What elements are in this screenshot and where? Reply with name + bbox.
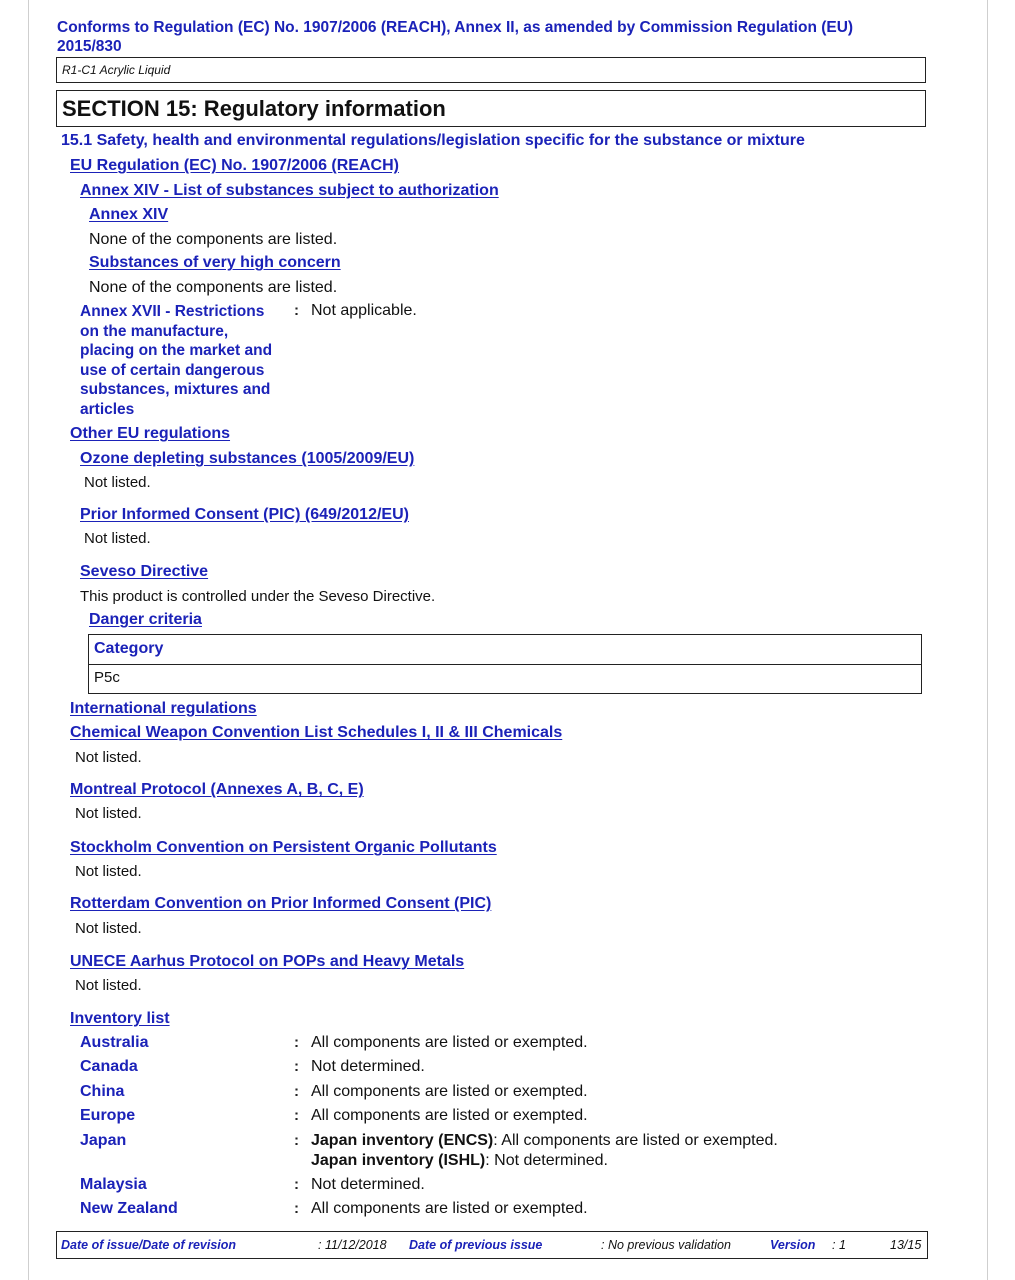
- section-title-box: [56, 90, 926, 127]
- seveso-text: This product is controlled under the Seveso Directive.: [80, 588, 436, 605]
- japan-encs-value: : All components are listed or exempted.: [493, 1132, 778, 1149]
- inventory-colon-canada: :: [294, 1058, 299, 1075]
- montreal-heading: Montreal Protocol (Annexes A, B, C, E): [70, 781, 364, 798]
- montreal-text: Not listed.: [75, 805, 142, 822]
- inventory-value-china: All components are listed or exempted.: [311, 1083, 588, 1100]
- inventory-label-australia: Australia: [80, 1034, 149, 1051]
- regulation-header: Conforms to Regulation (EC) No. 1907/2006 (REACH), Annex II, as amended by Commission Regulation (EU) 2015/830: [57, 19, 854, 55]
- section-title: SECTION 15: Regulatory information: [62, 96, 446, 121]
- danger-criteria-heading: Danger criteria: [89, 611, 202, 628]
- inventory-heading: Inventory list: [70, 1010, 170, 1027]
- other-eu-heading: Other EU regulations: [70, 425, 231, 442]
- pic-heading: Prior Informed Consent (PIC) (649/2012/EU): [80, 506, 409, 523]
- product-name: R1-C1 Acrylic Liquid: [62, 63, 171, 77]
- inventory-value-canada: Not determined.: [311, 1058, 425, 1075]
- annex-xvii-colon: :: [294, 302, 299, 319]
- inventory-colon-japan: :: [294, 1132, 299, 1149]
- ozone-heading: Ozone depleting substances (1005/2009/EU): [80, 450, 415, 467]
- footer-version-label: Version: [770, 1238, 816, 1252]
- inventory-colon-malaysia: :: [294, 1176, 299, 1193]
- rotterdam-text: Not listed.: [75, 920, 142, 937]
- ozone-text: Not listed.: [84, 474, 151, 491]
- annex-xvii-value: Not applicable.: [311, 302, 417, 319]
- subsection-title: 15.1 Safety, health and environmental regulations/legislation specific for the substance or mixture: [61, 132, 805, 149]
- inventory-label-china: China: [80, 1083, 125, 1100]
- annex-xiv-heading: Annex XIV - List of substances subject to authorization: [80, 182, 499, 199]
- aarhus-heading: UNECE Aarhus Protocol on POPs and Heavy Metals: [70, 953, 465, 970]
- footer-issue-value: : 11/12/2018: [318, 1238, 387, 1252]
- page-edge-left: [28, 0, 29, 1280]
- inventory-label-japan: Japan: [80, 1132, 127, 1149]
- japan-ishl-value: : Not determined.: [485, 1152, 608, 1169]
- inventory-value-europe: All components are listed or exempted.: [311, 1107, 588, 1124]
- footer-previous-value: : No previous validation: [601, 1238, 731, 1252]
- aarhus-text: Not listed.: [75, 977, 142, 994]
- footer-version-value: : 1: [832, 1238, 846, 1252]
- eu-reach-heading: EU Regulation (EC) No. 1907/2006 (REACH): [70, 157, 399, 174]
- inventory-colon-australia: :: [294, 1034, 299, 1051]
- inventory-colon-new-zealand: :: [294, 1200, 299, 1217]
- inventory-colon-europe: :: [294, 1107, 299, 1124]
- danger-table-value: P5c: [94, 669, 120, 686]
- footer-issue-label: Date of issue/Date of revision: [61, 1238, 237, 1252]
- page-edge-right: [987, 0, 988, 1280]
- footer-page-number: 13/15: [890, 1238, 922, 1252]
- inventory-value-australia: All components are listed or exempted.: [311, 1034, 588, 1051]
- danger-table-header-row: [89, 635, 921, 665]
- annex-xiv-subheading: Annex XIV: [89, 206, 169, 223]
- svhc-text: None of the components are listed.: [89, 279, 338, 296]
- product-name-box: [56, 57, 926, 83]
- inventory-value-new-zealand: All components are listed or exempted.: [311, 1200, 588, 1217]
- inventory-colon-china: :: [294, 1083, 299, 1100]
- annex-xvii-label: Annex XVII - Restrictions on the manufacture, placing on the market and use of certain dangerous substances, mixtures and articles: [80, 303, 273, 418]
- japan-ishl-label: Japan inventory (ISHL): [311, 1152, 486, 1169]
- stockholm-text: Not listed.: [75, 863, 142, 880]
- inventory-label-malaysia: Malaysia: [80, 1176, 147, 1193]
- japan-encs-label: Japan inventory (ENCS): [311, 1132, 494, 1149]
- rotterdam-heading: Rotterdam Convention on Prior Informed Consent (PIC): [70, 895, 492, 912]
- inventory-value-malaysia: Not determined.: [311, 1176, 425, 1193]
- inventory-label-new-zealand: New Zealand: [80, 1200, 178, 1217]
- cwc-heading: Chemical Weapon Convention List Schedules I, II & III Chemicals: [70, 724, 563, 741]
- danger-table-header: Category: [94, 640, 164, 657]
- cwc-text: Not listed.: [75, 749, 142, 766]
- svhc-heading: Substances of very high concern: [89, 254, 341, 271]
- international-heading: International regulations: [70, 700, 257, 717]
- seveso-heading: Seveso Directive: [80, 563, 209, 580]
- inventory-label-canada: Canada: [80, 1058, 138, 1075]
- page-footer: [56, 1231, 928, 1259]
- pic-text: Not listed.: [84, 530, 151, 547]
- footer-previous-label: Date of previous issue: [409, 1238, 543, 1252]
- annex-xiv-text: None of the components are listed.: [89, 231, 338, 248]
- inventory-label-europe: Europe: [80, 1107, 136, 1124]
- stockholm-heading: Stockholm Convention on Persistent Organic Pollutants: [70, 839, 497, 856]
- inventory-value-japan-ishl: [311, 1152, 608, 1170]
- danger-criteria-table: [88, 634, 922, 694]
- inventory-value-japan-encs: [311, 1132, 778, 1150]
